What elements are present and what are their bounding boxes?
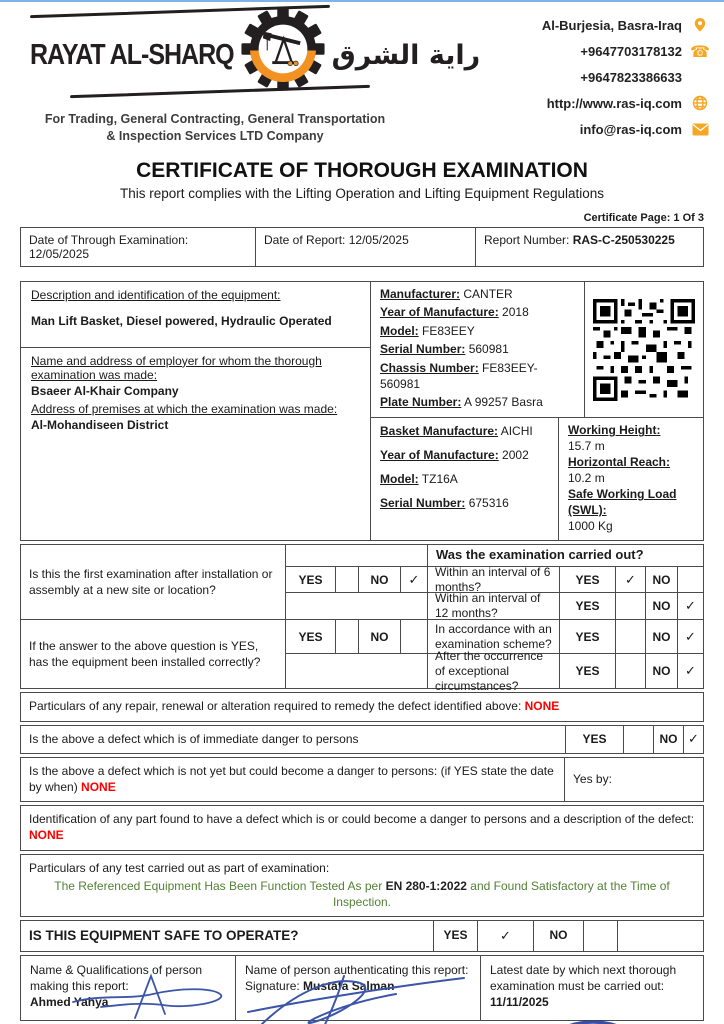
no-label: NO [359, 567, 401, 592]
report-number-value: RAS-C-250530225 [572, 232, 675, 247]
manufacturer-details [371, 282, 585, 418]
interval-6-months: Within an interval of 6 months? [435, 564, 551, 594]
standard-reference: EN 280-1:2022 [385, 879, 467, 894]
immediate-danger-text: Is the above a defect which is of immediate danger to persons [29, 731, 359, 746]
report-maker-box [21, 956, 236, 1020]
employer-value: Bsaeer Al-Khair Company [31, 383, 179, 398]
contact-phone-2-text: +9647823386633 [580, 69, 682, 85]
premises-value: Al-Mohandiseen District [31, 417, 169, 432]
certificate-body [0, 149, 724, 1024]
field-row: Basket Manufacture: AICHI [380, 424, 533, 439]
field-row: Manufacturer: CANTER [380, 286, 513, 301]
potential-danger-text: Is the above a defect which is not yet but could become a danger to persons: (if YES state the date by when) NONE [29, 764, 554, 794]
meta-row [20, 227, 704, 267]
field-row: Safe Working Load (SWL): 1000 Kg [568, 487, 677, 534]
no-icon-spacer [690, 68, 710, 86]
contact-phone-2 [542, 68, 710, 86]
yes-label: YES [559, 593, 615, 619]
field-row: Chassis Number: FE83EEY-560981 [380, 360, 538, 391]
exam-date-value: 12/05/2025 [29, 246, 90, 261]
report-date-value: 12/05/2025 [348, 232, 409, 247]
contact-website [542, 94, 710, 112]
checkbox-yes [623, 726, 653, 754]
safe-to-operate-row [20, 920, 704, 952]
company-stamp [513, 1017, 673, 1024]
defect-identification-label: Identification of any part found to have a defect which is or could become a danger to persons and a description of the defect: [29, 812, 695, 827]
question-first-examination: Is this the first examination after installation or assembly at a new site or location? [21, 545, 286, 619]
report-number-label: Report Number: [484, 232, 570, 247]
no-label: NO [359, 620, 401, 653]
potential-danger-row [20, 757, 704, 802]
field-row: Year of Manufacture: 2018 [380, 305, 529, 320]
tagline-line-1: For Trading, General Contracting, General Transportation [44, 112, 386, 126]
signature-label: Signature: [245, 979, 300, 994]
checkbox-no: ✓ [677, 654, 703, 688]
checkbox-no [583, 921, 617, 951]
defect-identification-value: NONE [29, 828, 64, 843]
field-row: Model: FE83EEY [380, 323, 475, 338]
company-name-ar: راية الشرق [331, 40, 481, 71]
field-row: Working Height: 15.7 m [568, 423, 661, 454]
field-row: Model: TZ16A [380, 472, 458, 487]
checkbox-yes [615, 593, 645, 619]
exam-date-cell [21, 228, 256, 266]
exam-date-label: Date of Through Examination: [29, 232, 189, 247]
yes-label: YES [286, 567, 336, 592]
contact-website-text: http://www.ras-iq.com [546, 95, 682, 111]
yes-label: YES [565, 726, 623, 754]
checkbox-no [401, 620, 427, 653]
equipment-table [20, 281, 704, 541]
premises-label: Address of premises at which the examination was made: [31, 401, 338, 416]
checkbox-no [677, 567, 703, 592]
certificate-title: CERTIFICATE OF THOROUGH EXAMINATION [136, 158, 588, 182]
checkbox-yes [336, 567, 359, 592]
exceptional-circumstances: After the occurrence of exceptional circumstances? [435, 648, 544, 693]
certificate-subtitle: This report complies with the Lifting Operation and Lifting Equipment Regulations [119, 185, 605, 201]
next-examination-date: 11/11/2025 [490, 995, 549, 1010]
no-label: NO [645, 567, 677, 592]
company-name-en: RAYAT AL-SHARQ [30, 38, 234, 72]
repair-particulars-row [20, 692, 704, 722]
contact-address [542, 16, 710, 34]
repair-particulars-label: Particulars of any repair, renewal or alteration required to remedy the defect identified above: [29, 699, 522, 714]
report-authenticator-label: Name of person authenticating this report: [245, 962, 469, 977]
report-maker-name: Ahmed Yahya [30, 995, 109, 1010]
yes-label: YES [559, 654, 615, 688]
report-maker-label: Name & Qualifications of person making this report: [30, 962, 203, 994]
repair-particulars-value: NONE [524, 699, 560, 714]
checkbox-yes: ✓ [477, 921, 533, 951]
phone-icon: ☎ [690, 41, 710, 61]
checkbox-yes [615, 654, 645, 688]
checkbox-yes: ✓ [615, 567, 645, 592]
field-row: Year of Manufacture: 2002 [380, 448, 529, 463]
test-particulars-row [20, 854, 704, 918]
report-number-cell [476, 228, 703, 266]
carried-out-header: Was the examination carried out? [428, 545, 703, 567]
no-label: NO [653, 726, 683, 754]
yes-label: YES [286, 620, 336, 653]
contact-phone-1 [542, 42, 710, 60]
no-label: NO [645, 654, 677, 688]
question-installed-correctly: If the answer to the above question is YES, has the equipment been installed correctly? [21, 620, 286, 688]
immediate-danger-row [20, 725, 704, 755]
no-label: NO [645, 593, 677, 619]
checkbox-yes [336, 620, 359, 653]
contact-list [542, 10, 710, 145]
yes-by-cell: Yes by: [564, 758, 703, 801]
equipment-specs [559, 418, 703, 540]
examination-scheme: In accordance with an examination scheme? [435, 621, 552, 651]
checkbox-no: ✓ [683, 726, 703, 754]
report-date-cell [256, 228, 476, 266]
header [0, 2, 724, 149]
field-row: Horizontal Reach: 10.2 m [568, 455, 671, 486]
location-pin-icon [690, 16, 710, 34]
checkbox-no: ✓ [408, 571, 420, 587]
globe-icon [690, 94, 710, 112]
yes-label: YES [559, 567, 615, 592]
gear-pumpjack-icon [240, 6, 326, 97]
interval-12-months: Within an interval of 12 months? [435, 591, 541, 621]
field-row: Serial Number: 560981 [380, 342, 509, 357]
contact-email-text: info@ras-iq.com [579, 121, 682, 137]
report-authenticator-name: Mustafa Salman [303, 979, 395, 994]
test-particulars-label: Particulars of any test carried out as part of examination: [29, 860, 330, 875]
employer-label: Name and address of employer for whom the thorough examination was made: [31, 353, 322, 382]
employer-cell [21, 348, 370, 540]
yes-label: YES [559, 620, 615, 653]
certificate-page-label: Certificate Page: 1 Of 3 [583, 211, 704, 224]
envelope-icon [690, 120, 710, 138]
equipment-description-label: Description and identification of the equipment: [31, 287, 281, 302]
equipment-description-value: Man Lift Basket, Diesel powered, Hydraulic Operated [31, 313, 332, 328]
checkbox-no: ✓ [677, 620, 703, 653]
report-authenticator-box [236, 956, 481, 1020]
contact-email [542, 120, 710, 138]
next-examination-box [481, 956, 703, 1020]
yes-label: YES [433, 921, 477, 951]
no-label: NO [645, 620, 677, 653]
test-result-note: The Referenced Equipment Has Been Function Tested As per EN 280-1:2022 and Found Satisfactory at the Time of Inspection. [54, 879, 670, 909]
report-date-label: Date of Report: [264, 232, 346, 247]
tagline-line-2: & Inspection Services LTD Company [106, 128, 324, 143]
company-logo [30, 10, 481, 145]
field-row: Serial Number: 675316 [380, 496, 509, 511]
basket-details [371, 418, 559, 540]
examination-table [20, 544, 704, 693]
potential-danger-value: NONE [81, 779, 116, 794]
defect-identification-row [20, 805, 704, 850]
field-row: Plate Number: A 99257 Basra [380, 394, 543, 409]
signature-row [20, 955, 704, 1021]
qr-code [585, 282, 703, 418]
contact-address-text: Al-Burjesia, Basra-Iraq [541, 17, 682, 33]
checkbox-yes [615, 620, 645, 653]
empty-cell [617, 921, 703, 951]
no-label: NO [533, 921, 583, 951]
next-examination-label: Latest date by which next thorough examination must be carried out: [490, 962, 677, 994]
checkbox-no: ✓ [677, 593, 703, 619]
equipment-description-cell [21, 282, 370, 348]
company-tagline [30, 111, 400, 145]
contact-phone-1-text: +9647703178132 [580, 43, 682, 59]
safe-to-operate-question: IS THIS EQUIPMENT SAFE TO OPERATE? [29, 928, 299, 944]
